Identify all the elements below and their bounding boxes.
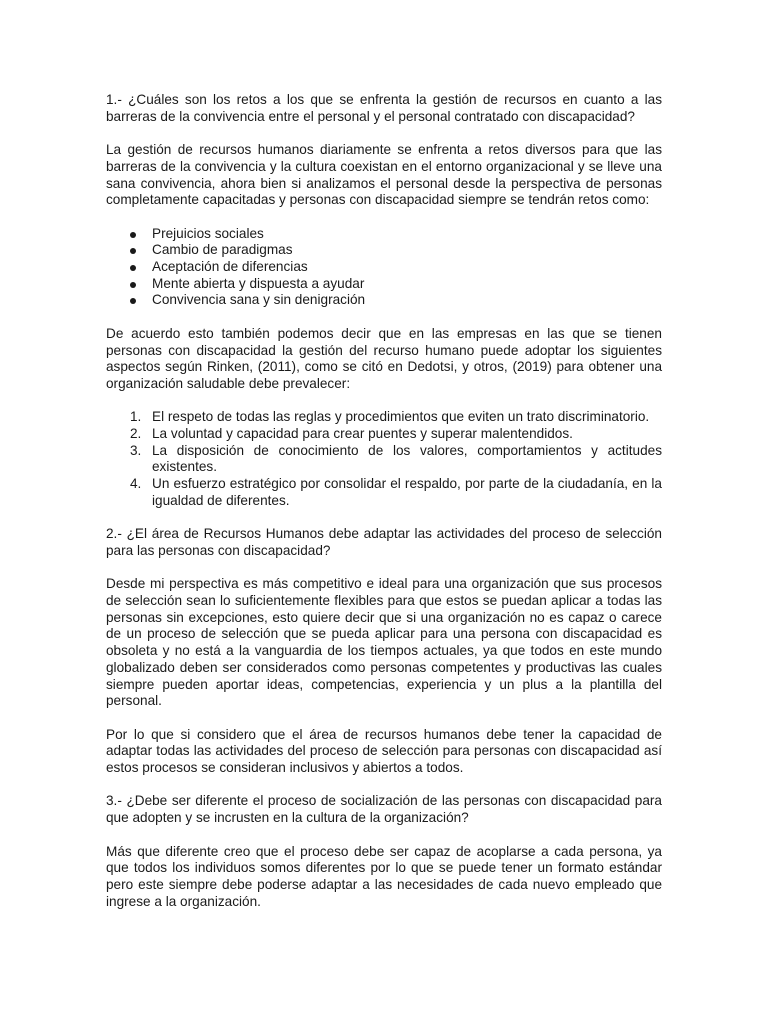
answer-1-paragraph-2: De acuerdo esto también podemos decir que en las empresas en las que se tienen personas con discapacidad la gestión del recurso humano puede adoptar los siguientes aspectos según Rinken, (2011), como se citó en Dedotsi, y otros, (2019) para obtener una organización saludable debe prevalecer:	[106, 325, 662, 391]
list-item: Cambio de paradigmas	[152, 242, 293, 258]
answer-2-paragraph-2: Por lo que si considero que el área de recursos humanos debe tener la capacidad de adaptar todas las actividades del proceso de selección para personas con discapacidad así estos procesos se consideran inclusivos y abiertos a todos.	[106, 726, 662, 776]
list-item: 1. El respeto de todas las reglas y procedimientos que eviten un trato discriminatorio.	[130, 409, 650, 425]
challenges-list	[106, 226, 662, 310]
list-item: Prejuicios sociales	[152, 225, 264, 241]
list-item: Mente abierta y dispuesta a ayudar	[152, 275, 365, 291]
aspects-list	[106, 409, 662, 509]
list-item: 3. La disposición de conocimiento de los valores, comportamientos y actitudes existentes.	[130, 442, 662, 475]
answer-2-paragraph: Desde mi perspectiva es más competitivo e ideal para una organización que sus procesos de selección sean lo suficientemente flexibles para que estos se puedan aplicar a todas las personas sin excepciones, esto quiere decir que si una organización no es capaz o carece de un proceso de selección que se pueda aplicar para una persona con discapacidad es obsoleta y no está a la vanguardia de los tiempos actuales, ya que todos en este mundo globalizado deben ser considerados como personas competentes y productivas las cuales siempre pueden aportar ideas, competencias, experiencia y un plus a la plantilla del personal.	[106, 576, 662, 709]
answer-1-paragraph: La gestión de recursos humanos diariamente se enfrenta a retos diversos para que las barreras de la convivencia y la cultura coexistan en el entorno organizacional y se lleve una sana convivencia, ahora bien si analizamos el personal desde la perspectiva de personas completamente capacitadas y personas con discapacidad siempre se tendrán retos como:	[106, 142, 662, 208]
document-page	[106, 92, 662, 927]
list-item: 2. La voluntad y capacidad para crear puentes y superar malentendidos.	[130, 426, 573, 441]
question-2: 2.- ¿El área de Recursos Humanos debe adaptar las actividades del proceso de selección para las personas con discapacidad?	[106, 526, 662, 558]
question-1: 1.- ¿Cuáles son los retos a los que se enfrenta la gestión de recursos en cuanto a las barreras de la convivencia entre el personal y el personal contratado con discapacidad?	[106, 92, 662, 124]
list-item: 4. Un esfuerzo estratégico por consolidar el respaldo, por parte de la ciudadanía, en la igualdad de diferentes.	[130, 476, 662, 508]
list-item: Convivencia sana y sin denigración	[152, 292, 366, 308]
list-item: Aceptación de diferencias	[152, 259, 308, 274]
question-3: 3.- ¿Debe ser diferente el proceso de socialización de las personas con discapacidad para que adopten y se incrusten en la cultura de la organización?	[106, 793, 662, 826]
answer-3-paragraph: Más que diferente creo que el proceso debe ser capaz de acoplarse a cada persona, ya que todos los individuos somos diferentes por lo que se puede tener un formato estándar pero este siempre debe poderse adaptar a las necesidades de cada nuevo empleado que ingrese a la organización.	[106, 843, 662, 909]
